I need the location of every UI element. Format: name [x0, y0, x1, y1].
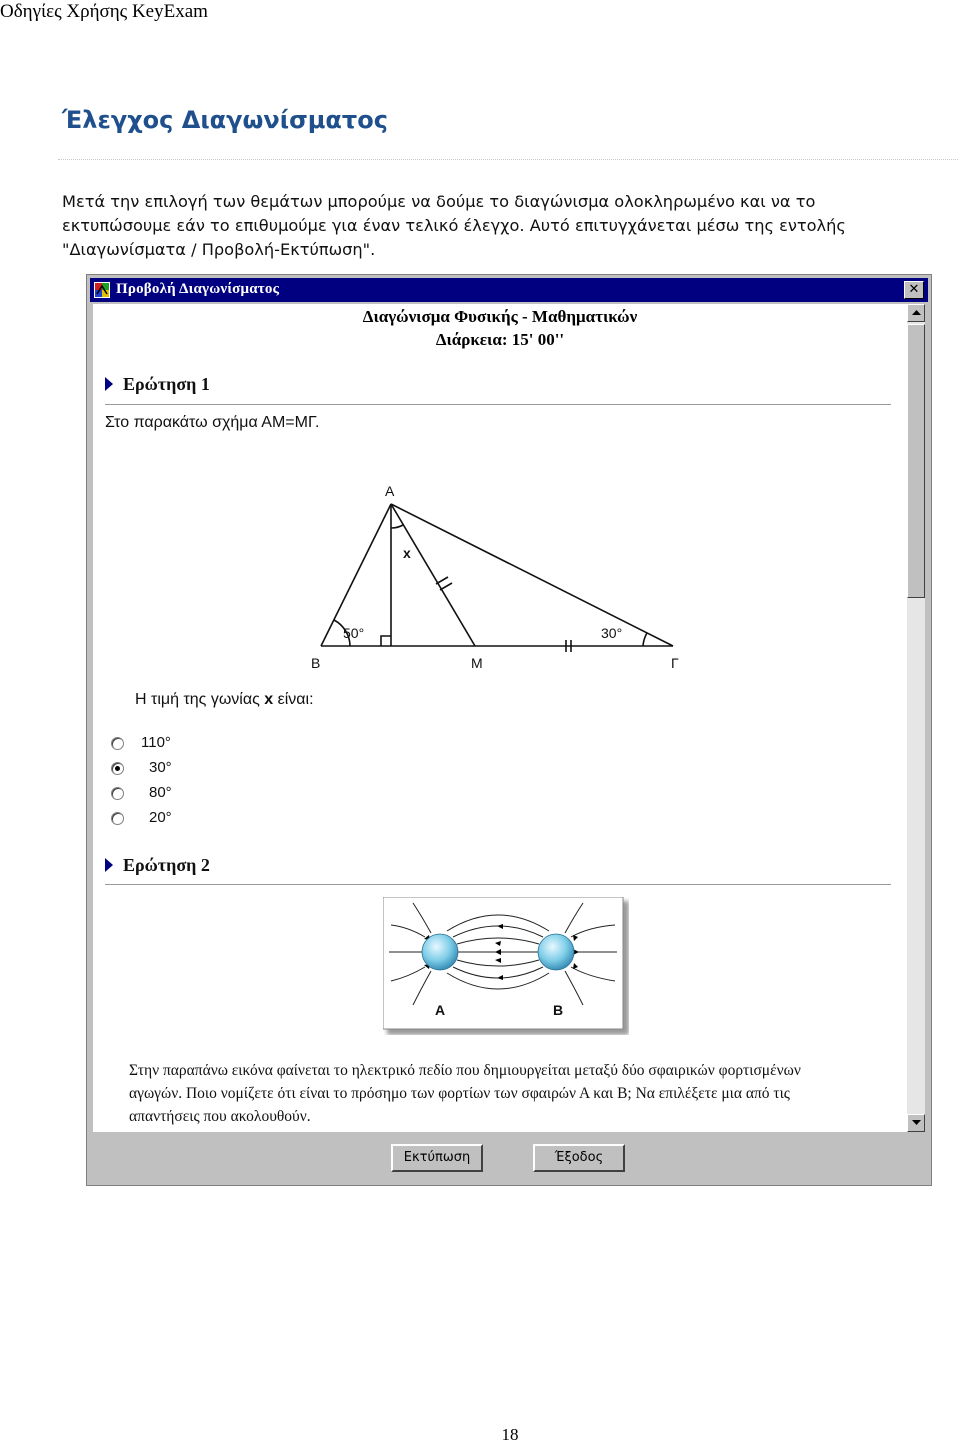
- print-button[interactable]: Εκτύπωση: [391, 1144, 483, 1172]
- close-button[interactable]: [904, 281, 924, 299]
- angle-g-label: 30°: [601, 625, 623, 641]
- section-divider: [58, 159, 958, 160]
- sphere-b-label: B: [553, 1002, 564, 1018]
- answer-label: 30°: [149, 759, 172, 776]
- arrow-icon: [105, 377, 113, 391]
- arrow-down-icon: [912, 1120, 921, 1126]
- vertex-a-label: Α: [385, 483, 395, 499]
- radio-button[interactable]: [111, 787, 124, 800]
- question-1-divider: [105, 404, 891, 406]
- window-titlebar[interactable]: [90, 278, 928, 302]
- question-2-line: Στην παραπάνω εικόνα φαίνεται το ηλεκτρικό πεδίο που δημιουργείται μεταξύ δύο σφαιρικών φορτισμένων: [129, 1062, 801, 1079]
- vertex-m-label: Μ: [471, 655, 483, 671]
- exam-title: Διαγώνισμα Φυσικής - Μαθηματικών: [362, 307, 638, 326]
- intro-line: Μετά την επιλογή των θεμάτων μπορούμε να δούμε το διαγώνισμα ολοκληρωμένο και να το: [62, 192, 816, 211]
- exam-preview-area[interactable]: [93, 304, 907, 1132]
- radio-button[interactable]: [111, 812, 124, 825]
- running-head: Οδηγίες Χρήσης KeyExam: [0, 1, 208, 22]
- vertex-g-label: Γ: [671, 655, 679, 671]
- scroll-thumb[interactable]: [907, 324, 925, 598]
- angle-x-label: x: [403, 545, 411, 561]
- question-2-heading: [105, 855, 210, 876]
- question-2-text: [129, 1059, 899, 1128]
- angle-b-label: 50°: [343, 625, 365, 641]
- question-1-title: Ερώτηση 1: [123, 374, 210, 394]
- answer-label: 20°: [149, 809, 172, 826]
- scroll-up-button[interactable]: [907, 304, 925, 322]
- exam-duration: Διάρκεια: 15' 00'': [435, 330, 565, 349]
- answer-label: 110°: [141, 734, 171, 751]
- close-icon: ✕: [908, 282, 920, 297]
- question-1-heading: [105, 374, 210, 395]
- sphere-a-label: A: [435, 1002, 446, 1018]
- exit-button[interactable]: Έξοδος: [533, 1144, 625, 1172]
- scroll-down-button[interactable]: [907, 1114, 925, 1132]
- window-title: Προβολή Διαγωνίσματος: [116, 281, 280, 297]
- radio-button-selected[interactable]: [111, 762, 124, 775]
- app-icon: [94, 282, 110, 298]
- question-2-divider: [105, 884, 891, 886]
- arrow-up-icon: [912, 310, 921, 316]
- arrow-icon: [105, 858, 113, 872]
- section-title: Έλεγχος Διαγωνίσματος: [62, 106, 388, 134]
- triangle-figure: [303, 474, 713, 694]
- question-1-prompt: Η τιμή της γωνίας x είναι:: [135, 691, 314, 708]
- question-2-line: απαντήσεις που ακολουθούν.: [129, 1108, 311, 1125]
- intro-line: εκτυπώσουμε εάν το επιθυμούμε για έναν τελικό έλεγχο. Αυτό επιτυγχάνεται μέσω της εντολής: [62, 216, 846, 235]
- intro-paragraph: [62, 190, 942, 262]
- question-2-line: αγωγών. Ποιο νομίζετε ότι είναι το πρόσημο των φορτίων των σφαιρών Α και Β; Να επιλέξετε μια από τις: [129, 1085, 790, 1102]
- page-number: 18: [501, 1425, 519, 1444]
- vertex-b-label: Β: [311, 655, 321, 671]
- question-2-title: Ερώτηση 2: [123, 855, 210, 875]
- preview-window: [86, 274, 932, 1186]
- intro-line: "Διαγωνίσματα / Προβολή-Εκτύπωση".: [62, 240, 376, 259]
- electric-field-figure: [383, 897, 629, 1035]
- answer-label: 80°: [149, 784, 172, 801]
- question-1-text: Στο παρακάτω σχήμα ΑΜ=ΜΓ.: [105, 414, 320, 431]
- radio-button[interactable]: [111, 737, 124, 750]
- vertical-scrollbar[interactable]: [907, 304, 925, 1132]
